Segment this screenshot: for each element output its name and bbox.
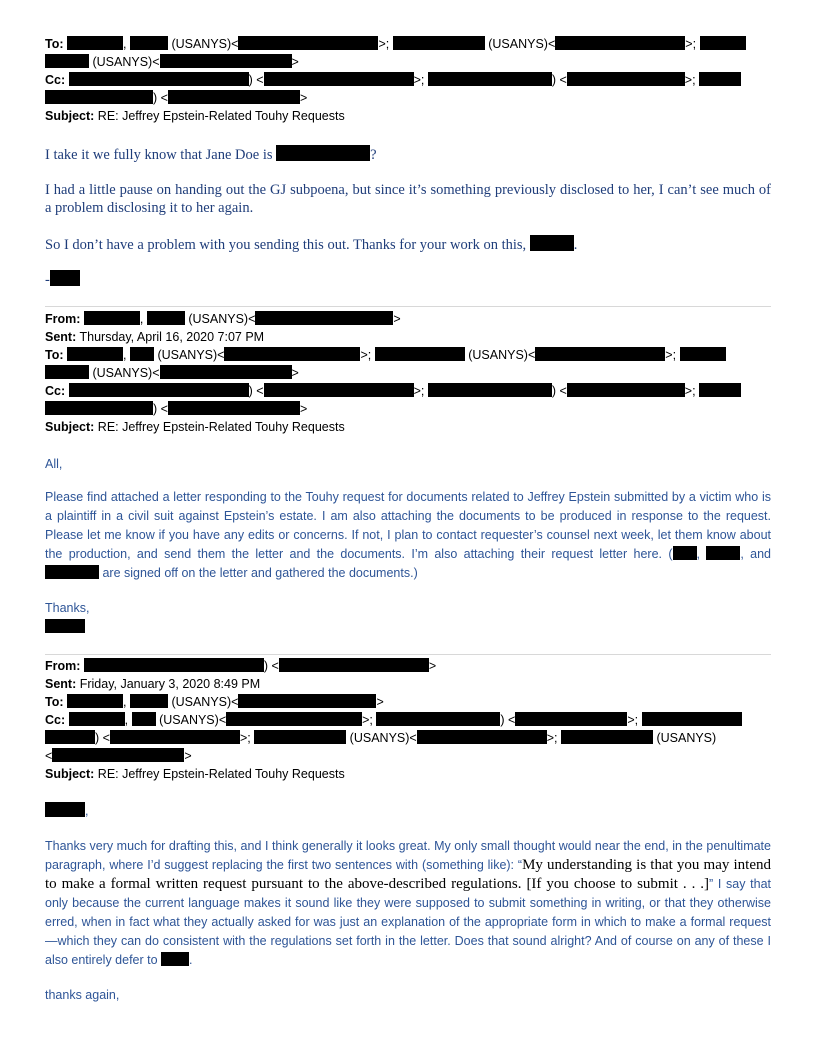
redaction [147, 311, 185, 325]
email1-paragraph-3: So I don’t have a problem with you sending this out. Thanks for your work on this, . [45, 237, 578, 253]
redaction [567, 383, 685, 397]
redaction [428, 383, 552, 397]
email2-cc-line-1: Cc: ) < >; ) < >; [45, 383, 741, 400]
redaction [45, 730, 95, 744]
redaction [45, 54, 89, 68]
email2-signature-redaction [45, 619, 85, 633]
redaction [264, 72, 414, 86]
redaction [168, 90, 300, 104]
redaction [67, 36, 123, 50]
redaction [130, 694, 168, 708]
email1-paragraph-2: I had a little pause on handing out the GJ subpoena, but since it’s something previously disclosed to her, I can’t see much of a problem disclosing it to her again. [45, 182, 771, 216]
redaction [699, 72, 741, 86]
redaction [680, 347, 726, 361]
separator [45, 654, 771, 655]
email2-subject: Subject: RE: Jeffrey Epstein-Related Touhy Requests [45, 420, 345, 434]
redaction [224, 347, 360, 361]
email2-to-line-1: To: , (USANYS)< >; (USANYS)< >; [45, 347, 726, 364]
redaction [67, 694, 123, 708]
redaction [132, 712, 156, 726]
redaction [45, 90, 153, 104]
redaction [238, 36, 378, 50]
email2-paragraph-1: Please find attached a letter responding to the Touhy request for documents related to Jeffrey Epstein submitted by a victim who is a plaintiff in a civil suit against Epstein’s estate. I am also attaching the documents to be produced in response to the request. Please let me know if you have any edits or concerns. If not, I plan to contact requester’s counsel next week, let them know about the production, and send them the letter and the documents. I’m also attaching their request letter here. ( , , and are signed off on the letter and gathered the documents.) [45, 490, 771, 580]
redaction [69, 712, 125, 726]
cc-label: Cc: [45, 73, 66, 87]
redaction [700, 36, 746, 50]
redaction [255, 311, 393, 325]
redaction [375, 347, 465, 361]
email1-signature: - [45, 270, 105, 289]
redaction [45, 802, 85, 817]
email2-cc-line-2: ) < > [45, 401, 307, 418]
redaction [642, 712, 742, 726]
email1-cc-line-1: Cc: ) < >; ) < >; [45, 72, 741, 89]
email1-subject: Subject: RE: Jeffrey Epstein-Related Touhy Requests [45, 109, 345, 123]
redaction [130, 36, 168, 50]
redaction [84, 311, 140, 325]
redaction [45, 565, 99, 579]
email2-to-line-2: (USANYS)< > [45, 365, 299, 382]
email3-closing: thanks again, [45, 988, 120, 1002]
redaction [160, 365, 292, 379]
email3-sent: Sent: Friday, January 3, 2020 8:49 PM [45, 677, 261, 691]
email1-to-line-2: (USANYS)< > [45, 54, 299, 71]
redaction [69, 72, 249, 86]
redaction [50, 270, 80, 286]
redaction [110, 730, 240, 744]
redaction [52, 748, 184, 762]
email3-cc-line-1: Cc: , (USANYS)< >; ) < >; [45, 712, 742, 729]
email3-subject: Subject: RE: Jeffrey Epstein-Related Touhy Requests [45, 767, 345, 781]
redaction [417, 730, 547, 744]
redaction [699, 383, 741, 397]
email3-greeting: , [45, 802, 771, 821]
email3-from: From: ) < > [45, 659, 437, 673]
redaction [238, 694, 376, 708]
redaction [561, 730, 653, 744]
redaction [567, 72, 685, 86]
redaction [376, 712, 500, 726]
email1-to-line-1: To: , (USANYS)< >; (USANYS)< >; [45, 36, 746, 53]
redaction [515, 712, 627, 726]
redaction [428, 72, 552, 86]
redaction [84, 658, 264, 672]
email1-paragraph-1: I take it we fully know that Jane Doe is ? [45, 147, 377, 163]
email3-cc-line-2: ) < >; (USANYS)< >; (USANYS) [45, 730, 716, 747]
redaction [264, 383, 414, 397]
redaction [254, 730, 346, 744]
email2-closing: Thanks, [45, 601, 90, 615]
redaction [555, 36, 685, 50]
email3-cc-line-3: < > [45, 749, 192, 763]
redaction [393, 36, 485, 50]
redaction [130, 347, 154, 361]
redaction [279, 658, 429, 672]
to-label: To: [45, 37, 64, 51]
redaction [530, 235, 574, 251]
redaction [45, 401, 153, 415]
redaction [67, 347, 123, 361]
email3-to: To: , (USANYS)< > [45, 695, 384, 709]
redaction [161, 952, 189, 966]
redaction [168, 401, 300, 415]
redaction [226, 712, 362, 726]
email2-sent: Sent: Thursday, April 16, 2020 7:07 PM [45, 330, 265, 344]
redaction [160, 54, 292, 68]
redaction [276, 145, 370, 161]
redaction [69, 383, 249, 397]
redaction [706, 546, 740, 560]
separator [45, 306, 771, 307]
email2-greeting: All, [45, 457, 63, 471]
redaction [535, 347, 665, 361]
email1-cc-line-2: ) < > [45, 90, 307, 107]
redaction [673, 546, 697, 560]
email3-paragraph-1: Thanks very much for drafting this, and I think generally it looks great. My only small thought would near the end, in the penultimate paragraph, where I’d suggest replacing the first two sentences with (something like): “My understanding is that you may intend to make a formal written request pursuant to the above-described regulations. [If you choose to submit . . .]” I say that only because the current language makes it sound like they were supposed to submit something in writing, or that they otherwise erred, when in fact what they actually asked for was just an explanation of the appropriate form in which to make a formal request—which they can do consistent with the regulations set forth in the letter. Does that sound alright? And of course on any of these I also entirely defer to . [45, 839, 772, 967]
redaction [45, 365, 89, 379]
email2-from: From: , (USANYS)< > [45, 312, 401, 326]
